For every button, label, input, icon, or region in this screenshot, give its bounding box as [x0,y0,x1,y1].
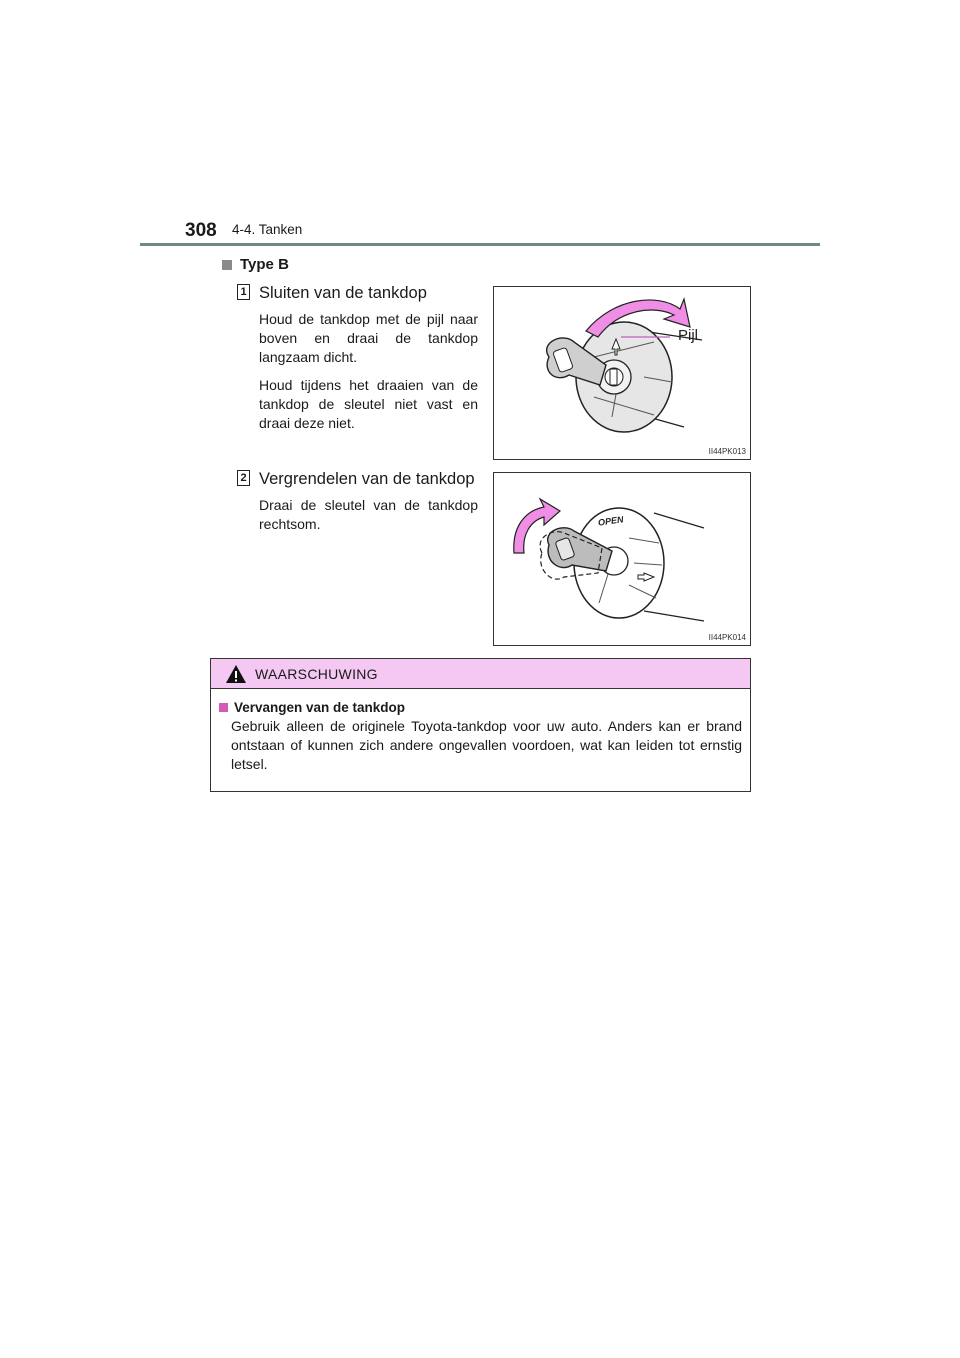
figure-1-label: Pijl [678,327,699,344]
fuel-cap-close-illustration [494,287,750,459]
step-1-title: Sluiten van de tankdop [259,284,427,302]
step-2-paragraph: Draai de sleutel van de tankdop rechtsom. [259,497,478,532]
cap-open-text: OPEN [597,514,625,528]
step-2-text [259,496,478,543]
step-1-text [259,310,478,442]
header-rule [140,243,820,246]
figure-1-code: II44PK013 [708,447,746,456]
warning-item-title [219,700,742,715]
warning-title: WAARSCHUWING [255,665,378,682]
warning-triangle-icon [225,664,247,684]
fuel-cap-lock-illustration [494,473,750,645]
warning-text: Gebruik alleen de originele Toyota-tankdop voor uw auto. Anders kan er brand ontstaan of kunnen zich andere ongevallen voordoen, wat kan leiden tot ernstig letsel. [231,718,742,772]
subheading-text: Type B [240,256,289,273]
section-title: 4-4. Tanken [232,222,303,237]
step-1-number: 1 [237,284,250,300]
warning-box [210,658,751,792]
square-bullet-icon [219,703,228,712]
warning-header [211,659,750,689]
square-bullet-icon [222,260,232,270]
warning-body [211,689,750,774]
step-2-number: 2 [237,470,250,486]
figure-2-code: II44PK014 [708,633,746,642]
step-1-paragraph: Houd tijdens het draaien van de tankdop de sleutel niet vast en draai deze niet. [259,377,478,431]
warning-item-title-text: Vervangen van de tankdop [234,700,406,715]
subheading [222,256,289,273]
figure-1 [493,286,751,460]
figure-2 [493,472,751,646]
step-2-title: Vergrendelen van de tankdop [259,470,475,488]
page-number: 308 [185,220,217,241]
step-1-paragraph: Houd de tankdop met de pijl naar boven en draai de tankdop langzaam dicht. [259,311,478,365]
